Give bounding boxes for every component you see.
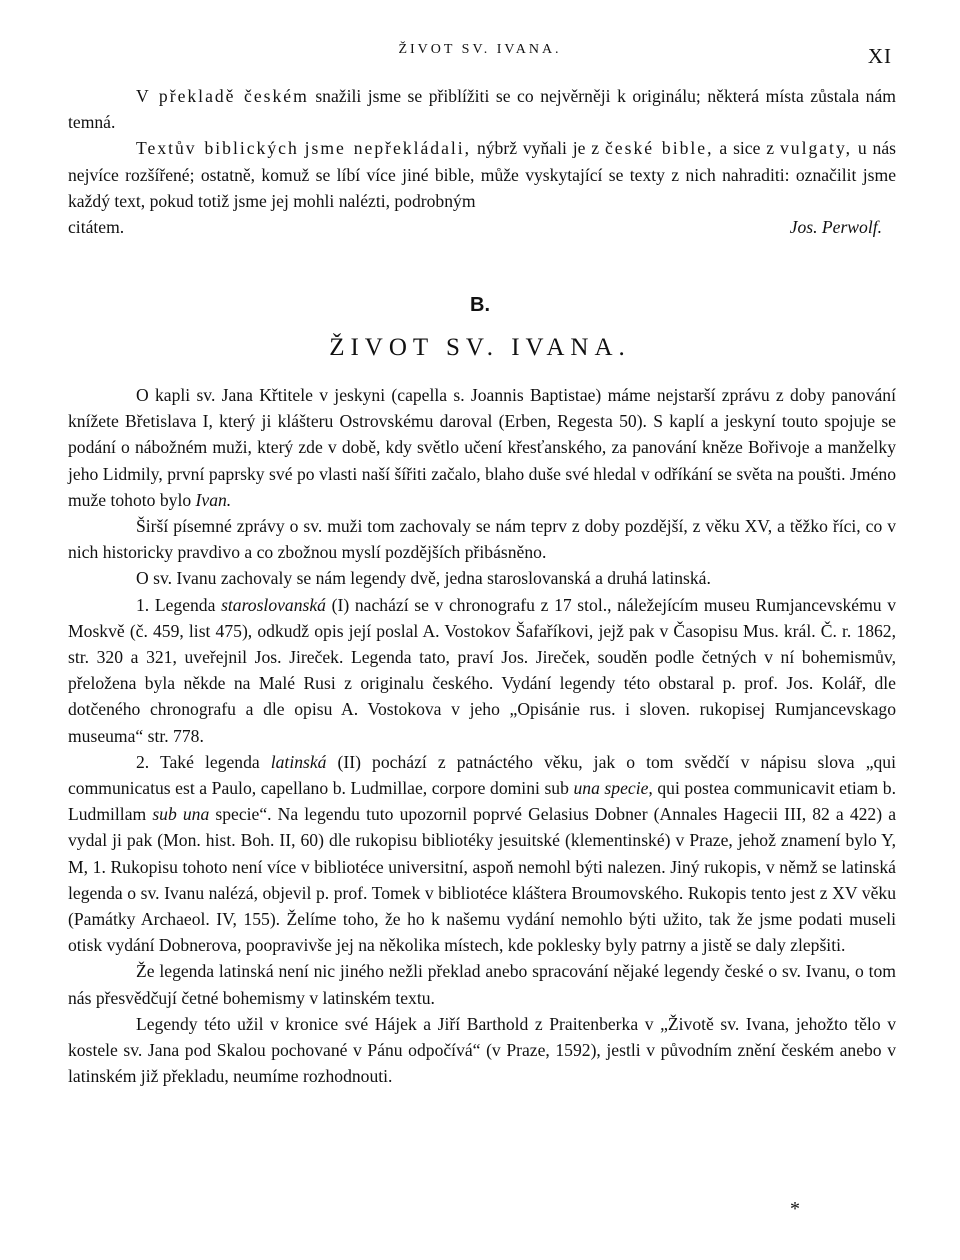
body-paragraph-2: Širší písemné zprávy o sv. muži tom zachovaly se nám teprv z doby pozdější, z věku XV, a těžko říci, co v nich historicky pravdivo a co zbožnou myslí pozdějších přibásněno. bbox=[68, 516, 896, 563]
text-run: nýbrž vyňali je z bbox=[471, 138, 605, 159]
italic-run: una specie, bbox=[573, 778, 653, 799]
intro-text bbox=[68, 83, 896, 240]
italic-run: sub una bbox=[152, 804, 210, 825]
text-run: specie“. Na legendu tuto upozornil poprvé Gelasius Dobner (Annales Hagecii III, 82 a 422) a vydal ji pak (Mon. hist. Boh. II, 60) dle rukopisu bibliotéky jesuitské (klementinské) v Praze, jehož znamení bylo Y, M, 1. Rukopisu tohoto není více v bibliotéce universitní, aspoň nemohl býti nalezen. Jiný rukopis, v němž se latinská legenda o sv. Ivanu nalézá, objevil p. prof. Tomek v bibliotéce kláštera Broumovského. Rukopis tento jest z XV věku (Památky Archaeol. IV, 155). Želíme toho, že ho k našemu vydání nemohlo býti užito, tak že jsme podati museli otisk vydání Dobnerova, poopravivše jej na několika místech, kde poklesky byly patrny a jistě se daly zlepšiti. bbox=[68, 804, 897, 956]
signature-mark: * bbox=[790, 1198, 800, 1220]
signature-row bbox=[68, 214, 896, 240]
text-run: qui postea communicavit etiam b. Ludmillam bbox=[68, 778, 896, 825]
spaced-phrase: vulgaty, bbox=[779, 138, 852, 159]
body-paragraph-4 bbox=[68, 592, 896, 749]
body-paragraph-7: Legendy této užil v kronice své Hájek a Jiří Barthold z Praitenberka v „Životě sv. Ivana, jehožto tělo v kostele sv. Jana pod Skalou pochované v Pánu odpočívá“ (v Praze, 1592), jestli v původním znění českém anebo v latinském již překladu, neumíme rozhodnouti. bbox=[68, 1013, 896, 1087]
text-run: (II) pochází z patnáctého věku, jak o tom svědčí v nápisu slova „qui communicatus est a Paulo, capellano b. Ludmillae, corpore domini sub bbox=[68, 751, 896, 799]
spaced-phrase: jsme nepřekládali, bbox=[304, 138, 472, 159]
italic-run: staroslovanská bbox=[221, 594, 326, 615]
text-run: (I) nachází se v chronografu z 17 stol., náležejícím museu Rumjancevskému v Moskvě (č. 459, list 475), odkudž opis její poslal A. Vostokov Šafaříkovi, jejž pak v Časopisu Mus. král. Č. r. 1862, str. 320 a 321, uveřejnil Jos. Jireček. Legenda tato, praví Jos. Jireček, souděn podle četných v ní bohemismův, přeložena byla někde na Malé Rusi z originalu českého. Vydání legendy této obstaral p. prof. Jos. Kolář, dle dotčeného chronografu a dle opisu A. Vostokova v jeho „Opisánie rus. i sloven. rukopisej Rumjancevskago museuma“ str. 778. bbox=[68, 594, 896, 746]
section-title: ŽIVOT SV. IVANA. bbox=[329, 334, 631, 361]
page-number: XI bbox=[867, 44, 892, 68]
spaced-phrase: V překladě českém bbox=[136, 86, 309, 106]
signature: Jos. Perwolf. bbox=[789, 217, 882, 238]
text-run: 2. Také legenda bbox=[136, 751, 271, 772]
text-run: snažili jsme se přiblížiti se co nejvěrněji k originálu; některá místa zůstala nám temná. bbox=[68, 86, 896, 133]
intro-paragraph-2 bbox=[68, 135, 896, 214]
text-run: O kapli sv. Jana Křtitele v jeskyni (capella s. Joannis Baptistae) máme nejstarší zprávu z doby panování knížete Břetislava I, který ji klášteru Ostrovskému daroval (Erben, Regesta 50). S kaplí a jeskyní touto spojuje se podání o nábožném muži, který zde v době, kdy světlo učení křesťanského, za panování kněze Bořivoje a manželky jeho Lidmily, první paprsky své po vlasti naší šířiti začalo, blaho duše své hledal v odříkání se světa na poušti. Jméno muže tohoto bylo bbox=[68, 385, 896, 510]
section-letter: B. bbox=[470, 294, 490, 316]
italic-run: Ivan. bbox=[195, 489, 232, 510]
spaced-phrase: české bible, bbox=[604, 138, 714, 159]
italic-run: latinská bbox=[270, 751, 327, 772]
body-paragraph-1 bbox=[68, 382, 896, 513]
body-paragraph-6: Že legenda latinská není nic jiného nežli překlad anebo spracování nějaké legendy české o sv. Ivanu, o tom nás přesvědčují četné bohemismy v latinském textu. bbox=[68, 961, 896, 1008]
intro-paragraph-1 bbox=[68, 83, 896, 135]
text-run: 1. Legenda bbox=[136, 594, 222, 615]
text-run: u nás nejvíce rozšířené; ostatně, komuž se líbí více jiné bible, může vyskytající se texty z nich nahraditi: označilit jsme každý text, pokud totiž jsme jej mohli nalézti, podrobným bbox=[68, 138, 896, 211]
spaced-phrase: Textův biblických bbox=[136, 138, 299, 159]
last-word: citátem. bbox=[68, 217, 125, 238]
body-paragraph-3: O sv. Ivanu zachovaly se nám legendy dvě, jedna staroslovanská a druhá latinská. bbox=[136, 568, 711, 589]
running-head: ŽIVOT SV. IVANA. bbox=[398, 42, 562, 57]
text-run: a sice z bbox=[713, 138, 780, 159]
body-paragraph-5 bbox=[68, 749, 896, 959]
body-text bbox=[68, 382, 896, 1089]
